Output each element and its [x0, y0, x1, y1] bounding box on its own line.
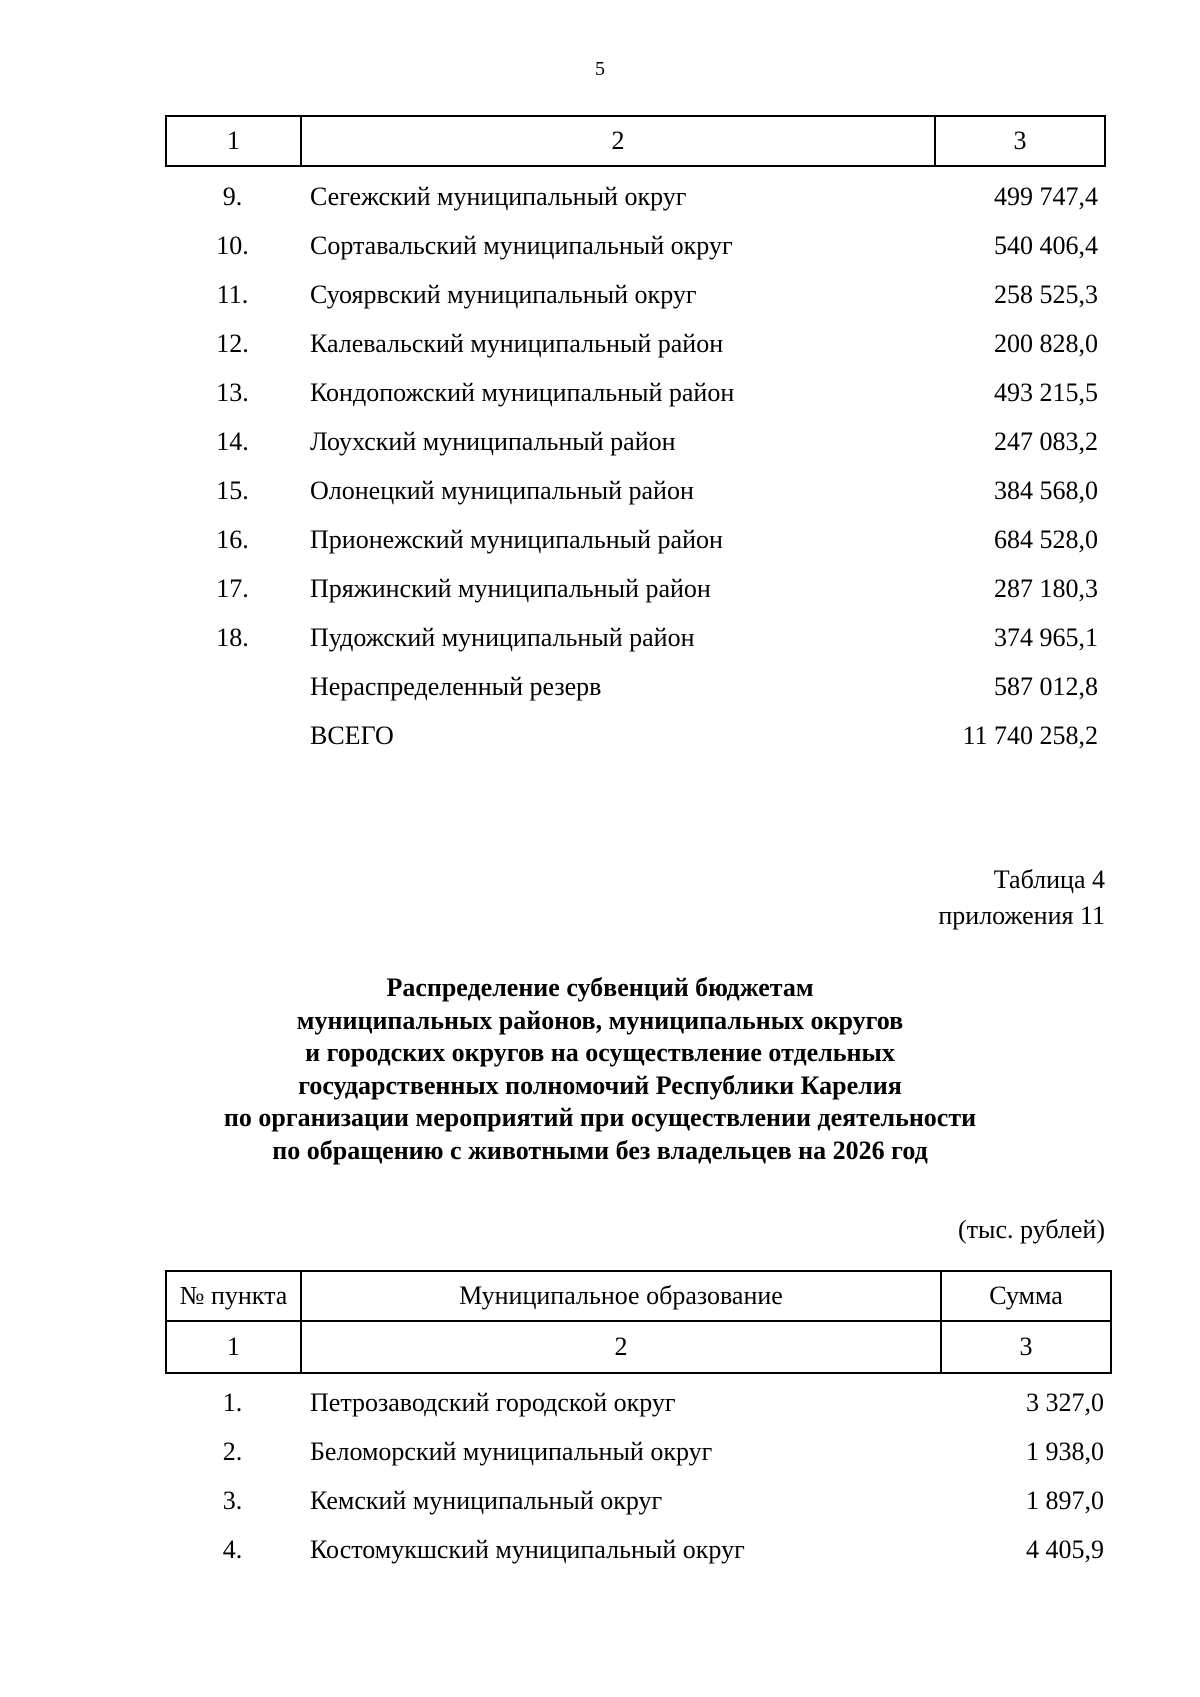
row-number: 9.	[222, 181, 243, 211]
column-number-1: 1	[167, 117, 302, 165]
row-number: 17.	[216, 573, 249, 603]
row-name: Кондопожский муниципальный район	[310, 377, 735, 407]
table-row	[165, 1378, 1112, 1427]
table-row	[165, 1525, 1112, 1574]
table-ref-line1: Таблица 4	[993, 865, 1105, 894]
row-value: 247 083,2	[994, 426, 1098, 456]
row-number: 4.	[222, 1534, 243, 1564]
header-sum: Сумма	[989, 1281, 1063, 1310]
table-row	[165, 368, 1106, 417]
row-value: 287 180,3	[994, 573, 1098, 603]
row-name: Суоярвский муниципальный округ	[310, 279, 697, 309]
row-number: 13.	[216, 377, 249, 407]
row-value: 374 965,1	[994, 622, 1098, 652]
table-row	[165, 564, 1106, 613]
row-value: 499 747,4	[994, 181, 1098, 211]
row-number: 12.	[216, 328, 249, 358]
row-number: 16.	[216, 524, 249, 554]
row-number: 10.	[216, 230, 249, 260]
column-number-2: 2	[302, 117, 936, 165]
table-ref-line2: приложения 11	[938, 901, 1105, 930]
row-name: Калевальский муниципальный район	[310, 328, 724, 358]
table-row	[165, 319, 1106, 368]
row-number: 18.	[216, 622, 249, 652]
header-number: № пункта	[167, 1272, 302, 1320]
table-continued-header	[165, 115, 1106, 167]
column-number-2: 2	[302, 1322, 942, 1372]
table4-header	[165, 1270, 1112, 1374]
heading-line: по обращению с животными без владельцев на 2026 год	[272, 1135, 928, 1165]
table-row	[165, 1476, 1112, 1525]
heading-line: муниципальных районов, муниципальных округов	[296, 1005, 904, 1035]
table-reference	[938, 862, 1105, 934]
table4-body	[165, 1378, 1112, 1574]
row-value: 258 525,3	[994, 279, 1098, 309]
row-name: Нераспределенный резерв	[310, 671, 602, 701]
row-number: 2.	[222, 1436, 243, 1466]
row-value: 684 528,0	[994, 524, 1098, 554]
row-name: Сортавальский муниципальный округ	[310, 230, 733, 260]
column-number-3: 3	[1013, 126, 1027, 155]
heading-line: по организации мероприятий при осуществлении деятельности	[223, 1103, 977, 1132]
row-number: 1.	[222, 1387, 243, 1417]
header-municipality: Муниципальное образование	[302, 1272, 942, 1320]
table-row	[165, 417, 1106, 466]
table-row-total	[165, 711, 1106, 760]
row-value: 3 327,0	[1026, 1387, 1104, 1417]
section-heading	[0, 972, 1200, 1167]
column-number-3: 3	[1019, 1332, 1033, 1361]
table-row	[165, 613, 1106, 662]
heading-line: государственных полномочий Республики Карелия	[298, 1070, 902, 1100]
row-name: Олонецкий муниципальный район	[310, 475, 694, 505]
table-row	[165, 172, 1106, 221]
row-value: 1 938,0	[1026, 1436, 1104, 1466]
row-value: 11 740 258,2	[962, 720, 1098, 750]
table-row	[165, 1427, 1112, 1476]
row-name: Костомукшский муниципальный округ	[310, 1534, 745, 1564]
row-number: 11.	[216, 279, 249, 309]
heading-line: и городских округов на осуществление отдельных	[305, 1038, 895, 1067]
column-number-1: 1	[167, 1322, 302, 1372]
table-row	[165, 515, 1106, 564]
row-name: Беломорский муниципальный округ	[310, 1436, 713, 1466]
row-name: Петрозаводский городской округ	[310, 1387, 676, 1417]
row-number: 3.	[222, 1485, 243, 1515]
row-name: Прионежский муниципальный район	[310, 524, 723, 554]
row-value: 493 215,5	[994, 377, 1098, 407]
table-row	[165, 221, 1106, 270]
row-name: ВСЕГО	[310, 720, 394, 750]
row-name: Пудожский муниципальный район	[310, 622, 695, 652]
table-row	[165, 466, 1106, 515]
row-value: 4 405,9	[1026, 1534, 1104, 1564]
row-name: Кемский муниципальный округ	[310, 1485, 663, 1515]
column-number-row	[167, 1322, 1110, 1372]
row-name: Лоухский муниципальный район	[310, 426, 676, 456]
row-value: 540 406,4	[994, 230, 1098, 260]
units-label: (тыс. рублей)	[957, 1215, 1105, 1244]
row-number: 15.	[216, 475, 249, 505]
row-value: 587 012,8	[994, 671, 1098, 701]
table-row-reserve	[165, 662, 1106, 711]
row-value: 200 828,0	[994, 328, 1098, 358]
row-number: 14.	[216, 426, 249, 456]
heading-line: Распределение субвенций бюджетам	[386, 973, 814, 1002]
page-number: 5	[595, 58, 605, 80]
row-value: 384 568,0	[994, 475, 1098, 505]
row-name: Сегежский муниципальный округ	[310, 181, 687, 211]
row-name: Пряжинский муниципальный район	[310, 573, 711, 603]
row-value: 1 897,0	[1026, 1485, 1104, 1515]
table-continued-body	[165, 172, 1106, 760]
header-row	[167, 1272, 1110, 1322]
table-row	[165, 270, 1106, 319]
